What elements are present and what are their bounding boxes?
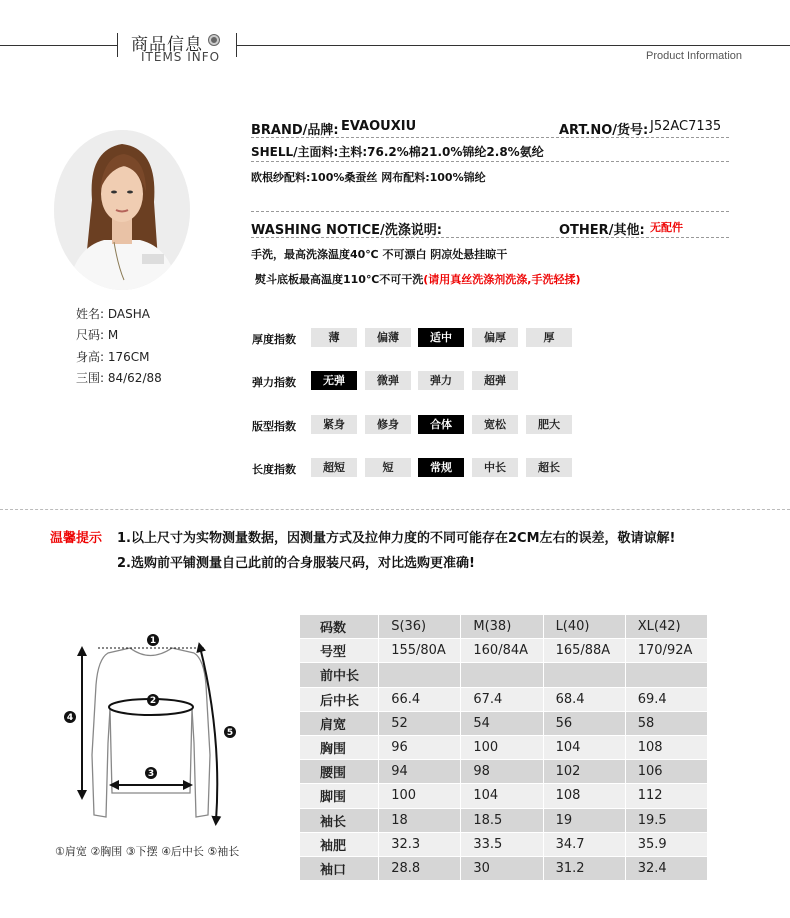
table-cell: 100 <box>461 735 543 759</box>
index-option: 偏薄 <box>365 328 411 347</box>
header-line-right <box>236 45 790 46</box>
brand-label: BRAND/品牌: <box>251 123 339 138</box>
index-label: 长度指数 <box>252 463 296 476</box>
table-cell: 19.5 <box>625 808 707 832</box>
table-cell: 56 <box>543 711 625 735</box>
table-cell: 31.2 <box>543 856 625 880</box>
index-option: 厚 <box>526 328 572 347</box>
table-cell: 18.5 <box>461 808 543 832</box>
index-label: 版型指数 <box>252 420 296 433</box>
tip-line-1: 1.以上尺寸为实物测量数据，因测量方式及拉伸力度的不同可能存在2CM左右的误差，敬请谅解! <box>117 531 676 546</box>
table-cell: 112 <box>625 784 707 808</box>
table-row <box>300 711 708 735</box>
marker-1-label: 1 <box>149 636 157 646</box>
row-header: 袖肥 <box>300 832 379 856</box>
table-cell: 28.8 <box>379 856 461 880</box>
artno-value: J52AC7135 <box>650 119 722 134</box>
table-row <box>300 615 708 639</box>
other-value: 无配件 <box>650 221 683 234</box>
marker-3-label: 3 <box>147 769 155 779</box>
row-header: 前中长 <box>300 663 379 687</box>
tip-line-2: 2.选购前平铺测量自己此前的合身服装尺码，对比选购更准确! <box>117 556 475 571</box>
row-header: 胸围 <box>300 735 379 759</box>
table-cell: 30 <box>461 856 543 880</box>
table-cell: 66.4 <box>379 687 461 711</box>
index-option: 紧身 <box>311 415 357 434</box>
washing-instructions-2: 熨斗底板最高温度110℃不可干洗(请用真丝洗涤剂洗涤,手洗轻揉) <box>255 273 581 286</box>
row-header: 袖口 <box>300 856 379 880</box>
washing-label: WASHING NOTICE/洗涤说明: <box>251 223 442 238</box>
index-option: 修身 <box>365 415 411 434</box>
table-cell: 106 <box>625 760 707 784</box>
table-cell: 52 <box>379 711 461 735</box>
table-cell: 58 <box>625 711 707 735</box>
index-label: 厚度指数 <box>252 333 296 346</box>
table-cell: 19 <box>543 808 625 832</box>
divider <box>251 237 729 238</box>
table-cell <box>379 663 461 687</box>
model-height: 身高: 176CM <box>76 350 150 364</box>
table-cell: S(36) <box>379 615 461 639</box>
index-option: 肥大 <box>526 415 572 434</box>
brand-value: EVAOUXIU <box>341 119 417 134</box>
table-cell: 35.9 <box>625 832 707 856</box>
table-cell: 104 <box>543 735 625 759</box>
row-header: 腰围 <box>300 760 379 784</box>
garment-diagram <box>60 625 250 835</box>
table-row <box>300 735 708 759</box>
index-option: 中长 <box>472 458 518 477</box>
header-line-left <box>0 45 117 46</box>
model-name: 姓名: DASHA <box>76 307 150 321</box>
diagram-legend: ①肩宽 ②胸围 ③下摆 ④后中长 ⑤袖长 <box>55 845 240 858</box>
table-cell: 155/80A <box>379 639 461 663</box>
row-header: 码数 <box>300 615 379 639</box>
table-cell: M(38) <box>461 615 543 639</box>
table-row <box>300 784 708 808</box>
table-cell: 100 <box>379 784 461 808</box>
table-cell: 33.5 <box>461 832 543 856</box>
table-cell: 108 <box>625 735 707 759</box>
row-header: 后中长 <box>300 687 379 711</box>
table-cell: 32.3 <box>379 832 461 856</box>
shell-fabric: SHELL/主面料:主料:76.2%棉21.0%锦纶2.8%氨纶 <box>251 145 544 159</box>
table-cell: 96 <box>379 735 461 759</box>
tips-label: 温馨提示 <box>50 531 103 546</box>
index-option: 薄 <box>311 328 357 347</box>
index-option: 微弹 <box>365 371 411 390</box>
table-cell: 18 <box>379 808 461 832</box>
table-cell: 94 <box>379 760 461 784</box>
washing-instructions-1: 手洗，最高洗涤温度40℃ 不可漂白 阴凉处悬挂晾干 <box>251 248 508 261</box>
table-cell: 104 <box>461 784 543 808</box>
size-table <box>299 614 708 881</box>
section-title: 商品信息 <box>131 35 203 55</box>
index-option: 常规 <box>418 458 464 477</box>
section-subtitle: ITEMS INFO <box>141 50 221 64</box>
marker-2-label: 2 <box>149 696 157 706</box>
header-bar-left <box>117 33 118 57</box>
table-row <box>300 808 708 832</box>
marker-5-label: 5 <box>226 728 234 738</box>
table-cell <box>625 663 707 687</box>
table-row <box>300 663 708 687</box>
table-cell: 102 <box>543 760 625 784</box>
index-option: 合体 <box>418 415 464 434</box>
divider <box>251 161 729 162</box>
table-cell: 32.4 <box>625 856 707 880</box>
divider <box>251 211 729 212</box>
table-cell: 54 <box>461 711 543 735</box>
row-header: 袖长 <box>300 808 379 832</box>
table-cell: 67.4 <box>461 687 543 711</box>
row-header: 肩宽 <box>300 711 379 735</box>
row-header: 号型 <box>300 639 379 663</box>
table-row <box>300 832 708 856</box>
table-cell <box>461 663 543 687</box>
table-cell: 68.4 <box>543 687 625 711</box>
index-option: 无弹 <box>311 371 357 390</box>
bullet-dot-icon <box>209 35 219 45</box>
model-size: 尺码: M <box>76 328 119 342</box>
marker-4-label: 4 <box>66 713 74 723</box>
table-cell: L(40) <box>543 615 625 639</box>
table-cell: XL(42) <box>625 615 707 639</box>
divider <box>251 137 729 138</box>
table-row <box>300 760 708 784</box>
product-information-label: Product Information <box>646 50 742 62</box>
table-cell: 165/88A <box>543 639 625 663</box>
index-option: 超短 <box>311 458 357 477</box>
table-cell: 98 <box>461 760 543 784</box>
index-option: 超长 <box>526 458 572 477</box>
index-option: 偏厚 <box>472 328 518 347</box>
section-divider <box>0 509 790 510</box>
index-option: 弹力 <box>418 371 464 390</box>
index-label: 弹力指数 <box>252 376 296 389</box>
table-cell: 34.7 <box>543 832 625 856</box>
table-row <box>300 856 708 880</box>
index-option: 超弹 <box>472 371 518 390</box>
index-option: 适中 <box>418 328 464 347</box>
index-option: 宽松 <box>472 415 518 434</box>
other-label: OTHER/其他: <box>559 223 645 238</box>
row-header: 脚围 <box>300 784 379 808</box>
table-cell <box>543 663 625 687</box>
table-row <box>300 639 708 663</box>
table-cell: 69.4 <box>625 687 707 711</box>
artno-label: ART.NO/货号: <box>559 123 649 138</box>
table-cell: 160/84A <box>461 639 543 663</box>
table-cell: 108 <box>543 784 625 808</box>
model-photo <box>54 130 190 290</box>
model-measurements: 三围: 84/62/88 <box>76 371 162 385</box>
table-row <box>300 687 708 711</box>
table-cell: 170/92A <box>625 639 707 663</box>
accessory-fabric: 欧根纱配料:100%桑蚕丝 网布配料:100%锦纶 <box>251 171 486 184</box>
index-option: 短 <box>365 458 411 477</box>
